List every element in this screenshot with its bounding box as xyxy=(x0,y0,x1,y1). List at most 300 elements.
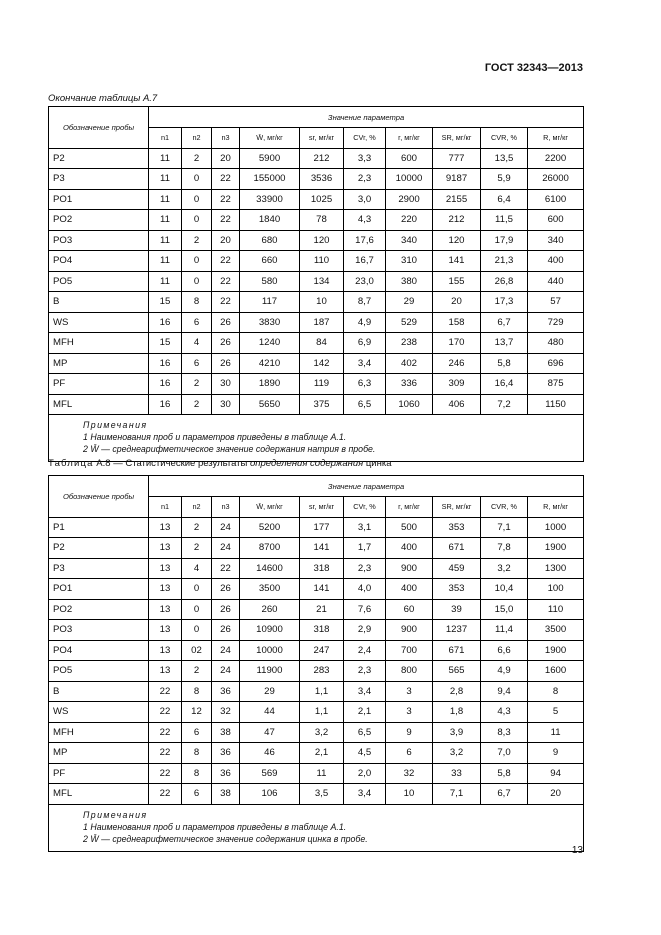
value-cell: 02 xyxy=(182,640,212,661)
value-cell: 14600 xyxy=(240,558,300,579)
value-cell: 400 xyxy=(386,579,433,600)
value-cell: 21,3 xyxy=(481,251,528,272)
value-cell: 1900 xyxy=(528,538,584,559)
value-cell: 26,8 xyxy=(481,271,528,292)
col-header: CVR, % xyxy=(481,497,528,518)
value-cell: 6100 xyxy=(528,189,584,210)
table-row xyxy=(49,333,584,354)
sample-name-cell: MP xyxy=(49,743,149,764)
value-cell: 11 xyxy=(149,251,182,272)
value-cell: 2 xyxy=(182,230,212,251)
value-cell: 26 xyxy=(212,599,240,620)
value-cell: 84 xyxy=(300,333,344,354)
sample-name-cell: PF xyxy=(49,374,149,395)
notes-title: Примечания xyxy=(83,420,148,430)
value-cell: 29 xyxy=(240,681,300,702)
value-cell: 3,4 xyxy=(344,353,386,374)
value-cell: 94 xyxy=(528,763,584,784)
value-cell: 340 xyxy=(528,230,584,251)
value-cell: 0 xyxy=(182,579,212,600)
value-cell: 0 xyxy=(182,620,212,641)
value-cell: 13 xyxy=(149,640,182,661)
table-a8-body xyxy=(49,517,584,804)
value-cell: 0 xyxy=(182,189,212,210)
value-cell: 170 xyxy=(433,333,481,354)
value-cell: 5,8 xyxy=(481,763,528,784)
value-cell: 729 xyxy=(528,312,584,333)
value-cell: 8,3 xyxy=(481,722,528,743)
sample-name-cell: P3 xyxy=(49,558,149,579)
value-cell: 22 xyxy=(149,681,182,702)
value-cell: 10 xyxy=(300,292,344,313)
value-cell: 6,5 xyxy=(344,722,386,743)
col-header: n1 xyxy=(149,128,182,149)
col-header: W̄, мг/кг xyxy=(240,497,300,518)
value-cell: 1840 xyxy=(240,210,300,231)
value-cell: 3,9 xyxy=(433,722,481,743)
value-cell: 16 xyxy=(149,353,182,374)
value-cell: 7,6 xyxy=(344,599,386,620)
value-cell: 402 xyxy=(386,353,433,374)
caption-rest: А.8 — Статистические результаты xyxy=(96,458,248,469)
value-cell: 1150 xyxy=(528,394,584,415)
value-cell: 60 xyxy=(386,599,433,620)
value-cell: 10 xyxy=(386,784,433,805)
value-cell: 3536 xyxy=(300,169,344,190)
value-cell: 1,1 xyxy=(300,681,344,702)
sample-name-cell: PO4 xyxy=(49,640,149,661)
value-cell: 26 xyxy=(212,353,240,374)
value-cell: 38 xyxy=(212,722,240,743)
value-cell: 141 xyxy=(300,538,344,559)
page-number: 13 xyxy=(571,845,583,856)
col-header-sample: Обозначение пробы xyxy=(49,107,149,149)
value-cell: 2200 xyxy=(528,148,584,169)
value-cell: 3,4 xyxy=(344,784,386,805)
value-cell: 6 xyxy=(182,722,212,743)
value-cell: 78 xyxy=(300,210,344,231)
col-header: r, мг/кг xyxy=(386,497,433,518)
value-cell: 8 xyxy=(528,681,584,702)
value-cell: 20 xyxy=(528,784,584,805)
value-cell: 187 xyxy=(300,312,344,333)
value-cell: 15 xyxy=(149,292,182,313)
value-cell: 7,8 xyxy=(481,538,528,559)
value-cell: 17,9 xyxy=(481,230,528,251)
value-cell: 2,3 xyxy=(344,558,386,579)
value-cell: 46 xyxy=(240,743,300,764)
table-row xyxy=(49,681,584,702)
col-header: R, мг/кг xyxy=(528,128,584,149)
notes-title: Примечания xyxy=(83,809,148,820)
value-cell: 22 xyxy=(212,251,240,272)
value-cell: 3,2 xyxy=(481,558,528,579)
value-cell: 3,2 xyxy=(433,743,481,764)
value-cell: 220 xyxy=(386,210,433,231)
value-cell: 11 xyxy=(528,722,584,743)
value-cell: 1600 xyxy=(528,661,584,682)
value-cell: 26000 xyxy=(528,169,584,190)
value-cell: 500 xyxy=(386,517,433,538)
value-cell: 3,2 xyxy=(300,722,344,743)
value-cell: 134 xyxy=(300,271,344,292)
value-cell: 120 xyxy=(433,230,481,251)
table-row xyxy=(49,394,584,415)
sample-name-cell: B xyxy=(49,292,149,313)
value-cell: 26 xyxy=(212,333,240,354)
value-cell: 11900 xyxy=(240,661,300,682)
value-cell: 13 xyxy=(149,599,182,620)
value-cell: 696 xyxy=(528,353,584,374)
value-cell: 0 xyxy=(182,251,212,272)
value-cell: 7,2 xyxy=(481,394,528,415)
col-header: CVr, % xyxy=(344,497,386,518)
sample-name-cell: B xyxy=(49,681,149,702)
value-cell: 900 xyxy=(386,620,433,641)
value-cell: 24 xyxy=(212,538,240,559)
table-row xyxy=(49,312,584,333)
value-cell: 13 xyxy=(149,620,182,641)
value-cell: 33900 xyxy=(240,189,300,210)
value-cell: 4,9 xyxy=(344,312,386,333)
value-cell: 22 xyxy=(212,292,240,313)
table-row xyxy=(49,210,584,231)
value-cell: 30 xyxy=(212,374,240,395)
value-cell: 33 xyxy=(433,763,481,784)
value-cell: 5,8 xyxy=(481,353,528,374)
value-cell: 16,7 xyxy=(344,251,386,272)
value-cell: 120 xyxy=(300,230,344,251)
col-header: n2 xyxy=(182,497,212,518)
value-cell: 6 xyxy=(182,312,212,333)
value-cell: 24 xyxy=(212,661,240,682)
value-cell: 106 xyxy=(240,784,300,805)
value-cell: 6,6 xyxy=(481,640,528,661)
value-cell: 26 xyxy=(212,620,240,641)
value-cell: 480 xyxy=(528,333,584,354)
value-cell: 141 xyxy=(433,251,481,272)
value-cell: 1,8 xyxy=(433,702,481,723)
value-cell: 5200 xyxy=(240,517,300,538)
value-cell: 0 xyxy=(182,169,212,190)
value-cell: 2,9 xyxy=(344,620,386,641)
value-cell: 11 xyxy=(300,763,344,784)
value-cell: 11,4 xyxy=(481,620,528,641)
value-cell: 2 xyxy=(182,517,212,538)
value-cell: 1900 xyxy=(528,640,584,661)
value-cell: 8 xyxy=(182,292,212,313)
value-cell: 22 xyxy=(212,189,240,210)
value-cell: 110 xyxy=(528,599,584,620)
value-cell: 0 xyxy=(182,271,212,292)
table-row xyxy=(49,251,584,272)
value-cell: 11,5 xyxy=(481,210,528,231)
value-cell: 6,7 xyxy=(481,784,528,805)
value-cell: 3,0 xyxy=(344,189,386,210)
col-header: r, мг/кг xyxy=(386,128,433,149)
value-cell: 11 xyxy=(149,169,182,190)
table-row xyxy=(49,763,584,784)
value-cell: 600 xyxy=(528,210,584,231)
value-cell: 283 xyxy=(300,661,344,682)
value-cell: 2 xyxy=(182,374,212,395)
value-cell: 2 xyxy=(182,661,212,682)
value-cell: 529 xyxy=(386,312,433,333)
table-row xyxy=(49,640,584,661)
col-header: R, мг/кг xyxy=(528,497,584,518)
value-cell: 1300 xyxy=(528,558,584,579)
table2-caption xyxy=(48,458,392,469)
value-cell: 11 xyxy=(149,210,182,231)
value-cell: 7,0 xyxy=(481,743,528,764)
value-cell: 8,7 xyxy=(344,292,386,313)
value-cell: 21 xyxy=(300,599,344,620)
value-cell: 110 xyxy=(300,251,344,272)
col-header: W̄, мг/кг xyxy=(240,128,300,149)
value-cell: 9 xyxy=(528,743,584,764)
table-row xyxy=(49,661,584,682)
value-cell: 9187 xyxy=(433,169,481,190)
value-cell: 340 xyxy=(386,230,433,251)
value-cell: 2,1 xyxy=(344,702,386,723)
value-cell: 29 xyxy=(386,292,433,313)
table-row xyxy=(49,538,584,559)
note-1: 1 Наименования проб и параметров приведены в таблице А.1. xyxy=(83,821,347,832)
value-cell: 15,0 xyxy=(481,599,528,620)
value-cell: 22 xyxy=(149,722,182,743)
value-cell: 459 xyxy=(433,558,481,579)
table-a8-notes xyxy=(49,804,584,851)
value-cell: 24 xyxy=(212,517,240,538)
value-cell: 24 xyxy=(212,640,240,661)
value-cell: 10000 xyxy=(240,640,300,661)
value-cell: 565 xyxy=(433,661,481,682)
value-cell: 440 xyxy=(528,271,584,292)
col-header: SR, мг/кг xyxy=(433,497,481,518)
sample-name-cell: PO5 xyxy=(49,271,149,292)
value-cell: 247 xyxy=(300,640,344,661)
value-cell: 39 xyxy=(433,599,481,620)
value-cell: 0 xyxy=(182,599,212,620)
value-cell: 336 xyxy=(386,374,433,395)
value-cell: 57 xyxy=(528,292,584,313)
value-cell: 12 xyxy=(182,702,212,723)
value-cell: 13 xyxy=(149,661,182,682)
value-cell: 8700 xyxy=(240,538,300,559)
sample-name-cell: P1 xyxy=(49,517,149,538)
value-cell: 38 xyxy=(212,784,240,805)
value-cell: 671 xyxy=(433,640,481,661)
table-row xyxy=(49,353,584,374)
value-cell: 700 xyxy=(386,640,433,661)
value-cell: 16 xyxy=(149,394,182,415)
value-cell: 800 xyxy=(386,661,433,682)
table-a7-body xyxy=(49,148,584,415)
value-cell: 11 xyxy=(149,271,182,292)
value-cell: 100 xyxy=(528,579,584,600)
table-row xyxy=(49,169,584,190)
value-cell: 2 xyxy=(182,394,212,415)
sample-name-cell: MFL xyxy=(49,394,149,415)
col-header-sample: Обозначение пробы xyxy=(49,476,149,518)
value-cell: 16 xyxy=(149,374,182,395)
value-cell: 375 xyxy=(300,394,344,415)
value-cell: 660 xyxy=(240,251,300,272)
value-cell: 2900 xyxy=(386,189,433,210)
value-cell: 406 xyxy=(433,394,481,415)
value-cell: 0 xyxy=(182,210,212,231)
value-cell: 1060 xyxy=(386,394,433,415)
sample-name-cell: WS xyxy=(49,702,149,723)
value-cell: 580 xyxy=(240,271,300,292)
table-row xyxy=(49,517,584,538)
col-header: CVr, % xyxy=(344,128,386,149)
value-cell: 142 xyxy=(300,353,344,374)
value-cell: 246 xyxy=(433,353,481,374)
note-2: 2 W̄ — среднеарифметическое значение содержания цинка в пробе. xyxy=(83,833,368,844)
col-header: n3 xyxy=(212,128,240,149)
value-cell: 1890 xyxy=(240,374,300,395)
sample-name-cell: PO1 xyxy=(49,189,149,210)
table-row xyxy=(49,292,584,313)
value-cell: 5650 xyxy=(240,394,300,415)
value-cell: 6,9 xyxy=(344,333,386,354)
value-cell: 212 xyxy=(433,210,481,231)
value-cell: 10000 xyxy=(386,169,433,190)
sample-name-cell: P2 xyxy=(49,148,149,169)
table-row xyxy=(49,148,584,169)
note-2: 2 W̄ — среднеарифметическое значение содержания натрия в пробе. xyxy=(83,444,376,454)
table-row xyxy=(49,558,584,579)
table-row xyxy=(49,579,584,600)
value-cell: 177 xyxy=(300,517,344,538)
value-cell: 1,1 xyxy=(300,702,344,723)
value-cell: 353 xyxy=(433,579,481,600)
col-group-header: Значение параметра xyxy=(149,476,584,497)
sample-name-cell: PO4 xyxy=(49,251,149,272)
value-cell: 1000 xyxy=(528,517,584,538)
value-cell: 2155 xyxy=(433,189,481,210)
table-row xyxy=(49,189,584,210)
value-cell: 26 xyxy=(212,579,240,600)
table1-caption: Окончание таблицы А.7 xyxy=(48,93,158,104)
value-cell: 22 xyxy=(149,702,182,723)
sample-name-cell: PO1 xyxy=(49,579,149,600)
value-cell: 1240 xyxy=(240,333,300,354)
value-cell: 6,7 xyxy=(481,312,528,333)
table-row xyxy=(49,620,584,641)
value-cell: 47 xyxy=(240,722,300,743)
table-row xyxy=(49,784,584,805)
value-cell: 2 xyxy=(182,538,212,559)
value-cell: 6,5 xyxy=(344,394,386,415)
sample-name-cell: PO2 xyxy=(49,210,149,231)
value-cell: 2,3 xyxy=(344,661,386,682)
value-cell: 3 xyxy=(386,681,433,702)
value-cell: 600 xyxy=(386,148,433,169)
value-cell: 3,4 xyxy=(344,681,386,702)
value-cell: 238 xyxy=(386,333,433,354)
sample-name-cell: PO3 xyxy=(49,230,149,251)
value-cell: 3500 xyxy=(240,579,300,600)
value-cell: 212 xyxy=(300,148,344,169)
sample-name-cell: MFH xyxy=(49,722,149,743)
value-cell: 4 xyxy=(182,333,212,354)
value-cell: 36 xyxy=(212,743,240,764)
value-cell: 17,3 xyxy=(481,292,528,313)
value-cell: 260 xyxy=(240,599,300,620)
value-cell: 22 xyxy=(149,763,182,784)
value-cell: 4,5 xyxy=(344,743,386,764)
table-row xyxy=(49,722,584,743)
col-header: n1 xyxy=(149,497,182,518)
value-cell: 2,1 xyxy=(300,743,344,764)
value-cell: 900 xyxy=(386,558,433,579)
value-cell: 155000 xyxy=(240,169,300,190)
value-cell: 10900 xyxy=(240,620,300,641)
value-cell: 318 xyxy=(300,558,344,579)
value-cell: 36 xyxy=(212,681,240,702)
col-header: n2 xyxy=(182,128,212,149)
value-cell: 3,1 xyxy=(344,517,386,538)
value-cell: 4 xyxy=(182,558,212,579)
value-cell: 2,8 xyxy=(433,681,481,702)
value-cell: 5,9 xyxy=(481,169,528,190)
value-cell: 22 xyxy=(212,210,240,231)
value-cell: 23,0 xyxy=(344,271,386,292)
value-cell: 380 xyxy=(386,271,433,292)
table-row xyxy=(49,230,584,251)
value-cell: 13 xyxy=(149,579,182,600)
value-cell: 400 xyxy=(386,538,433,559)
sample-name-cell: MFL xyxy=(49,784,149,805)
value-cell: 671 xyxy=(433,538,481,559)
value-cell: 13 xyxy=(149,517,182,538)
value-cell: 32 xyxy=(212,702,240,723)
value-cell: 30 xyxy=(212,394,240,415)
value-cell: 3,3 xyxy=(344,148,386,169)
value-cell: 2,3 xyxy=(344,169,386,190)
sample-name-cell: PO3 xyxy=(49,620,149,641)
value-cell: 4,0 xyxy=(344,579,386,600)
value-cell: 11 xyxy=(149,189,182,210)
value-cell: 8 xyxy=(182,743,212,764)
note-1: 1 Наименования проб и параметров приведены в таблице А.1. xyxy=(83,432,347,442)
value-cell: 20 xyxy=(212,230,240,251)
value-cell: 310 xyxy=(386,251,433,272)
value-cell: 22 xyxy=(212,271,240,292)
caption-end: цинка xyxy=(365,458,392,469)
value-cell: 1,7 xyxy=(344,538,386,559)
value-cell: 8 xyxy=(182,763,212,784)
value-cell: 309 xyxy=(433,374,481,395)
col-group-header: Значение параметра xyxy=(149,107,584,128)
value-cell: 155 xyxy=(433,271,481,292)
sample-name-cell: MP xyxy=(49,353,149,374)
value-cell: 7,1 xyxy=(481,517,528,538)
value-cell: 1025 xyxy=(300,189,344,210)
table-a7-notes xyxy=(49,415,584,462)
value-cell: 3500 xyxy=(528,620,584,641)
value-cell: 119 xyxy=(300,374,344,395)
value-cell: 5900 xyxy=(240,148,300,169)
table-row xyxy=(49,743,584,764)
sample-name-cell: PF xyxy=(49,763,149,784)
value-cell: 11 xyxy=(149,148,182,169)
value-cell: 10,4 xyxy=(481,579,528,600)
value-cell: 158 xyxy=(433,312,481,333)
value-cell: 22 xyxy=(149,743,182,764)
